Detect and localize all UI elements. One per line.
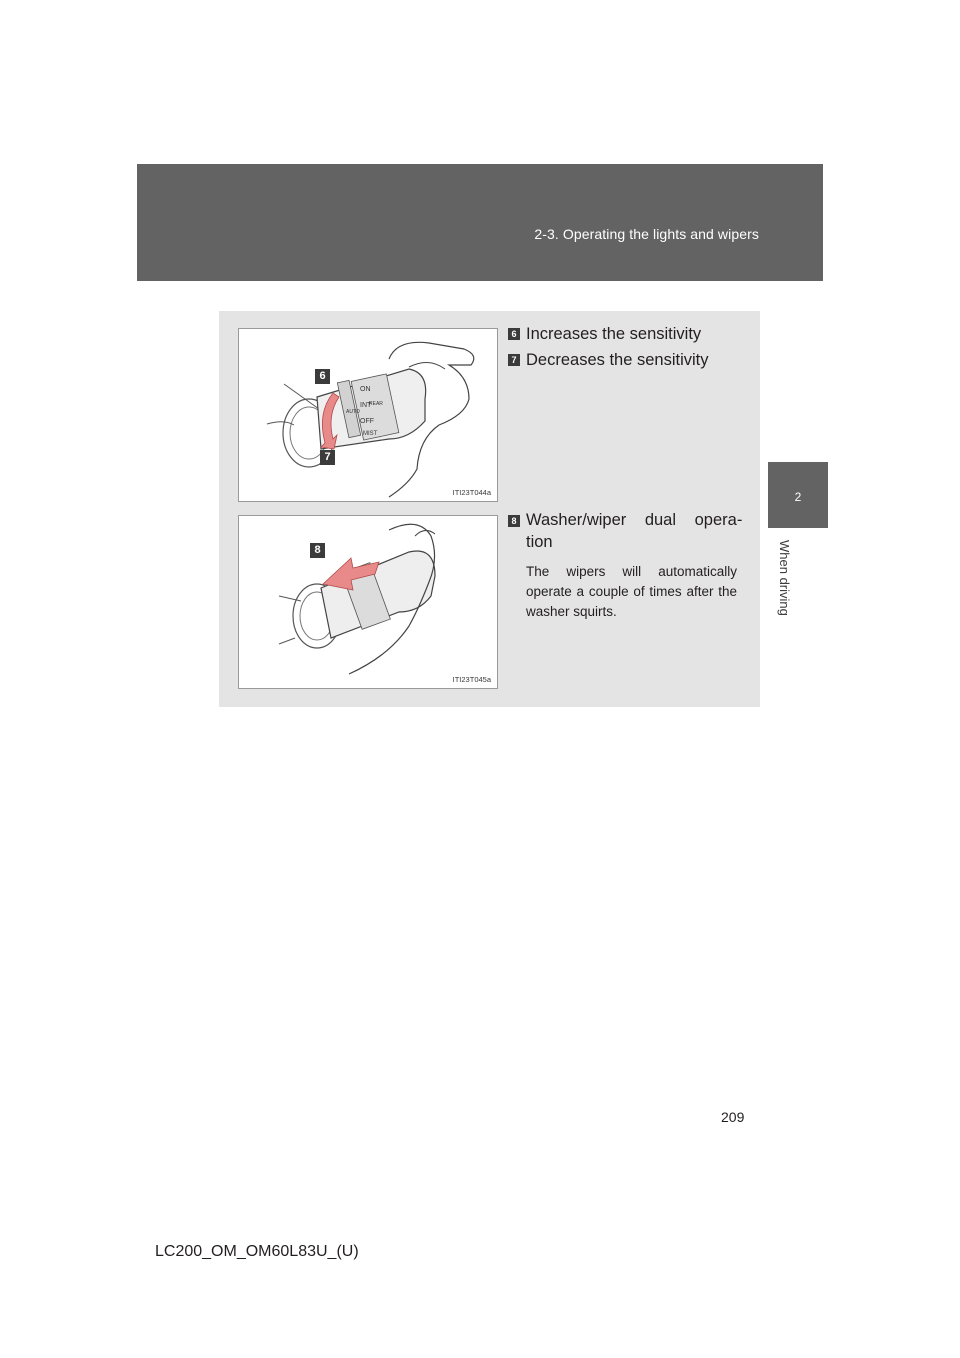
figure-label-8: 8 xyxy=(310,543,325,558)
mark-auto: AUTO xyxy=(346,409,360,415)
figure-label-6: 6 xyxy=(315,369,330,384)
figure-label-7: 7 xyxy=(320,450,335,465)
chapter-label-area xyxy=(770,540,794,640)
step-text: Increases the sensitivity xyxy=(526,325,702,343)
washer-note: The wipers will automatically operate a couple of times after the washer squirts. xyxy=(526,564,737,619)
figure-washer-pull xyxy=(238,515,498,689)
step-increase xyxy=(508,325,738,347)
chapter-tab xyxy=(768,462,828,528)
step-number-badge: 8 xyxy=(508,515,520,527)
chapter-number: 2 xyxy=(794,490,802,504)
mark-rear: REAR xyxy=(369,401,383,407)
step-number-badge: 6 xyxy=(508,328,520,340)
section-title: 2-3. Operating the lights and wipers xyxy=(534,226,759,242)
chapter-label: When driving xyxy=(777,540,792,616)
mark-on: ON xyxy=(360,386,371,393)
washer-switch-illustration xyxy=(239,516,497,688)
step-text-continued: tion xyxy=(526,533,553,551)
header-band xyxy=(137,164,823,281)
step-text: Decreases the sensitivity xyxy=(526,351,709,369)
mark-off: OFF xyxy=(360,418,374,425)
mark-int: INT xyxy=(360,402,372,409)
mark-mist: MIST xyxy=(363,431,378,437)
page-number: 209 xyxy=(721,1109,745,1125)
step-text: Washer/wiper dual opera- xyxy=(526,511,743,529)
wiper-switch-illustration xyxy=(239,329,497,501)
step-decrease xyxy=(508,351,738,373)
step-number-badge: 7 xyxy=(508,354,520,366)
figure-sensitivity-dial xyxy=(238,328,498,502)
footer-code: LC200_OM_OM60L83U_(U) xyxy=(155,1243,359,1260)
figure-code: ITI23T044a xyxy=(452,488,491,497)
step-washer-dual xyxy=(508,511,743,557)
figure-code: ITI23T045a xyxy=(452,675,491,684)
